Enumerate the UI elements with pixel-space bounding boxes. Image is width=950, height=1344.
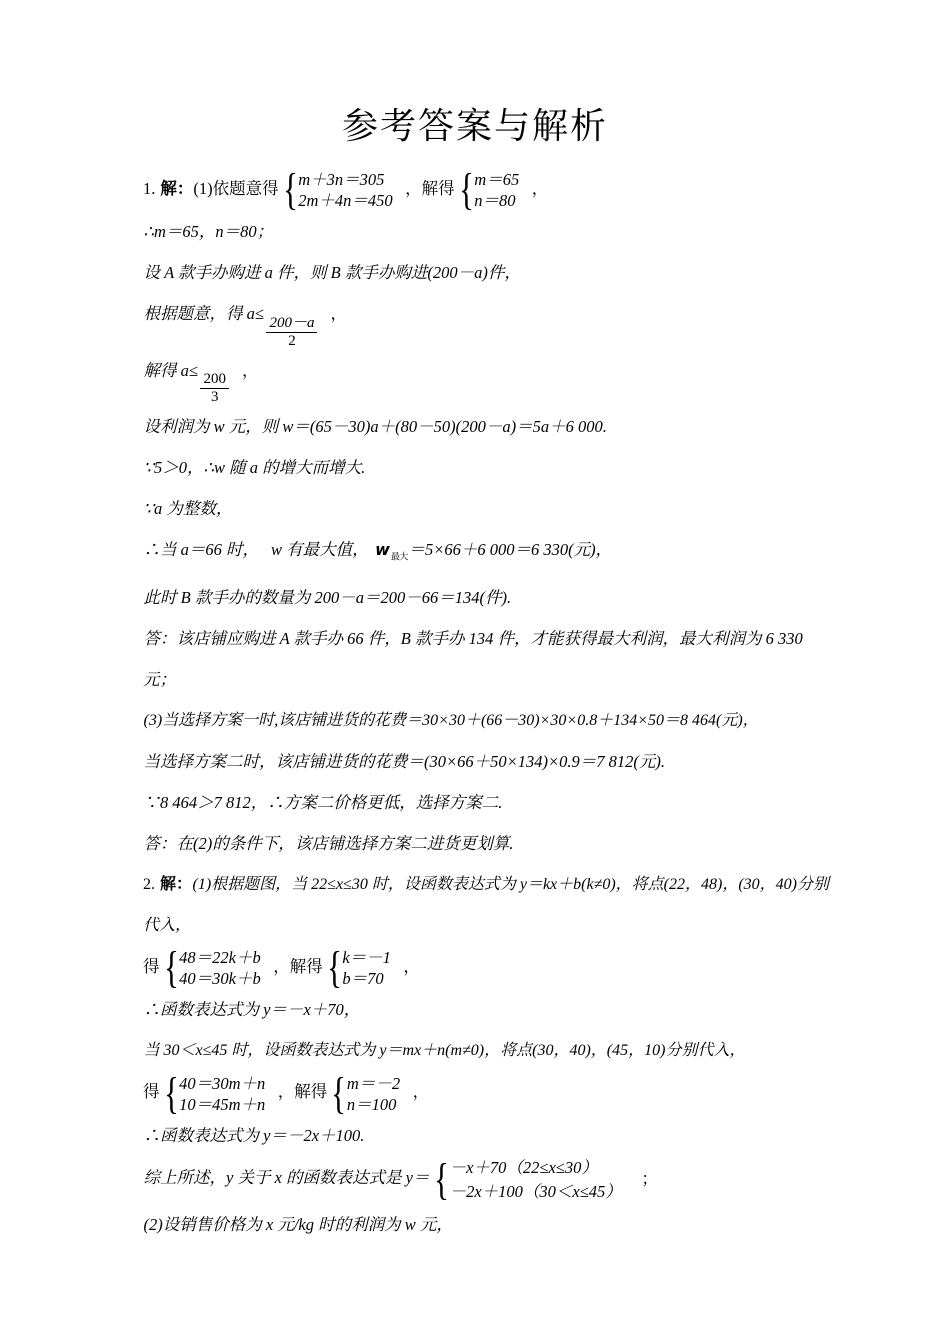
piecewise-function: [431, 1156, 622, 1204]
fraction-denominator: 2: [288, 332, 296, 349]
problem-1-part3-line3: [143, 782, 833, 823]
answer-text: 答：该店铺应购进 A 款手办 66 件，B 款手办 134 件，才能获得最大利润，最大利润为 6 330 元；: [143, 629, 803, 690]
integer-text: ∵a 为整数，: [143, 498, 233, 518]
left-brace-icon: {: [331, 1068, 347, 1118]
problem-1-part3-line2: [143, 741, 833, 782]
system-4-row-2: b＝70: [342, 969, 384, 989]
system-1-row-2: 2m＋4n＝450: [298, 191, 393, 211]
part2-line3-tail: ，: [241, 360, 259, 380]
max-lead: ∴当 a＝66 时，: [143, 539, 259, 559]
problem-1-trailer: ，: [531, 179, 549, 198]
problem-1-part3-line1: [143, 700, 833, 741]
final-answer-text: 答：在(2)的条件下，该店铺选择方案二进货更划算.: [143, 834, 514, 854]
problem-2-part2-line1: [143, 1204, 833, 1245]
system-6-row-2: n＝100: [346, 1094, 397, 1114]
left-brace-icon: {: [326, 943, 342, 993]
system-lead: 得: [143, 1082, 160, 1102]
problem-1-b-count-line: [143, 577, 833, 618]
problem-2-expression-2: [143, 1115, 833, 1156]
fraction-200-over-3: [200, 372, 229, 406]
problem-2-expression-1: [143, 989, 833, 1030]
compare-text: ∵8 464＞7 812，∴方案二价格更低，选择方案二.: [143, 793, 503, 813]
problem-1-part1-lead: 依题意得: [212, 179, 279, 198]
system-6-row-1: m＝－2: [346, 1073, 401, 1093]
equation-system-1: [280, 165, 394, 215]
max-mid: w 有最大值，: [271, 539, 369, 559]
part2-line2-tail: ，: [330, 304, 347, 324]
conclusion-text: ∴m＝65，n＝80；: [143, 222, 274, 242]
system-5-row-1: 40＝30m＋n: [179, 1073, 266, 1093]
part2-line2-lead: 根据题意，得 a≤: [143, 304, 264, 324]
problem-2-part1-text: (1)根据题图，当 22≤x≤30 时，设函数表达式为 y＝kx＋b(k≠0)，将点(22，48)，(30，40)分别代入，: [143, 876, 829, 935]
left-brace-icon: {: [163, 1068, 179, 1118]
fraction-denominator: 3: [210, 389, 219, 406]
w-subscript: 最大: [390, 551, 408, 562]
equation-system-4: [324, 943, 392, 993]
problem-2-label: 解：: [160, 876, 193, 894]
problem-1-answer-paragraph: [143, 618, 833, 700]
problem-1-label: 解：: [160, 179, 194, 198]
w-symbol: w: [375, 539, 390, 559]
max-tail: ＝5×66＋6 000＝6 330(元)，: [408, 539, 613, 559]
page-title: 参考答案与解析: [341, 106, 608, 147]
problem-1-part1-conclusion: [143, 211, 833, 252]
problem-1-profit-equation: [143, 406, 833, 447]
equation-system-2: [456, 165, 520, 215]
plan-two-cost-text: 当选择方案二时，该店铺进货的花费＝(30×66＋50×134)×0.9＝7 812(元).: [143, 752, 666, 772]
system-lead: 得: [143, 957, 160, 977]
fraction-numerator: 200: [200, 372, 229, 389]
monotonic-text: ∵5＞0，∴w 随 a 的增大而增大.: [143, 457, 366, 477]
left-brace-icon: {: [163, 943, 179, 993]
left-brace-icon: {: [282, 165, 298, 215]
system-mid: ，解得: [273, 957, 323, 977]
b-count-text: 此时 B 款手办的数量为 200－a＝200－66＝134(件).: [143, 588, 512, 608]
system-tail: ，: [403, 957, 420, 977]
problem-1-part-1-line: [143, 165, 833, 215]
piecewise-lead: 综上所述，y 关于 x 的函数表达式是 y＝: [143, 1168, 430, 1188]
problem-2-part1-line1: [143, 864, 833, 946]
system-3-row-1: 48＝22k＋b: [179, 948, 261, 968]
plan-one-cost-text: (3)当选择方案一时,该店铺进货的花费＝30×30＋(66－30)×30×0.8＋134×50＝8 464(元)，: [143, 712, 759, 730]
problem-2-number: 2.: [143, 876, 155, 894]
problem-1-max-value-line: [143, 529, 833, 577]
equation-system-3: [161, 943, 262, 993]
problem-1-connector: ，解得: [405, 179, 455, 198]
piecewise-row-2: －2x＋100（30＜x≤45）: [449, 1181, 622, 1201]
left-brace-icon: {: [458, 165, 474, 215]
answers-body: [143, 165, 833, 1245]
expression-1-text: ∴函数表达式为 y＝－x＋70，: [143, 1000, 361, 1020]
profit-equation-text: 设利润为 w 元，则 w＝(65－30)a＋(80－50)(200－a)＝5a＋6 000.: [143, 416, 607, 436]
system-5-row-2: 10＝45m＋n: [179, 1094, 266, 1114]
system-3-row-2: 40＝30k＋b: [179, 969, 261, 989]
equation-system-5: [161, 1068, 266, 1118]
problem-1-part2-line3: [143, 350, 833, 406]
system-tail: ，: [412, 1082, 430, 1102]
part2-profit-text: (2)设销售价格为 x 元/kg 时的利润为 w 元，: [143, 1214, 453, 1234]
left-brace-icon: {: [434, 1154, 449, 1204]
system-2-row-2: n＝80: [474, 191, 516, 211]
piecewise-tail: ；: [641, 1168, 658, 1188]
fraction-200-minus-a-over-2: [266, 316, 317, 350]
part2-line3-lead: 解得 a≤: [143, 360, 198, 380]
system-1-row-1: m＋3n＝305: [298, 170, 385, 190]
problem-2-system-line-1: [143, 943, 833, 993]
system-2-row-1: m＝65: [474, 170, 520, 190]
second-interval-text: 当 30＜x≤45 时，设函数表达式为 y＝mx＋n(m≠0)，将点(30，40)，(45，10)分别代入，: [143, 1042, 746, 1060]
problem-1-integer-line: [143, 488, 833, 529]
fraction-numerator: 200－a: [266, 316, 317, 333]
problem-1-monotonic-line: [143, 447, 833, 488]
problem-1-number: 1.: [143, 179, 156, 198]
expression-2-text: ∴函数表达式为 y＝－2x＋100.: [143, 1125, 365, 1145]
problem-2-piecewise-line: [143, 1156, 833, 1204]
problem-2-system-line-2: [143, 1068, 833, 1118]
part2-line1-text: 设 A 款手办购进 a 件，则 B 款手办购进(200－a)件，: [143, 263, 521, 283]
system-mid: ，解得: [277, 1082, 328, 1102]
problem-2-part1-line4: [143, 1030, 833, 1071]
piecewise-row-1: －x＋70（22≤x≤30）: [449, 1157, 598, 1177]
problem-1-part2-line2: [143, 293, 833, 349]
problem-1-part3-line4: [143, 823, 833, 864]
problem-1-part1-tag: (1): [193, 179, 213, 198]
equation-system-6: [328, 1068, 401, 1118]
problem-1-part2-line1: [143, 252, 833, 293]
system-4-row-1: k＝－1: [342, 948, 391, 968]
